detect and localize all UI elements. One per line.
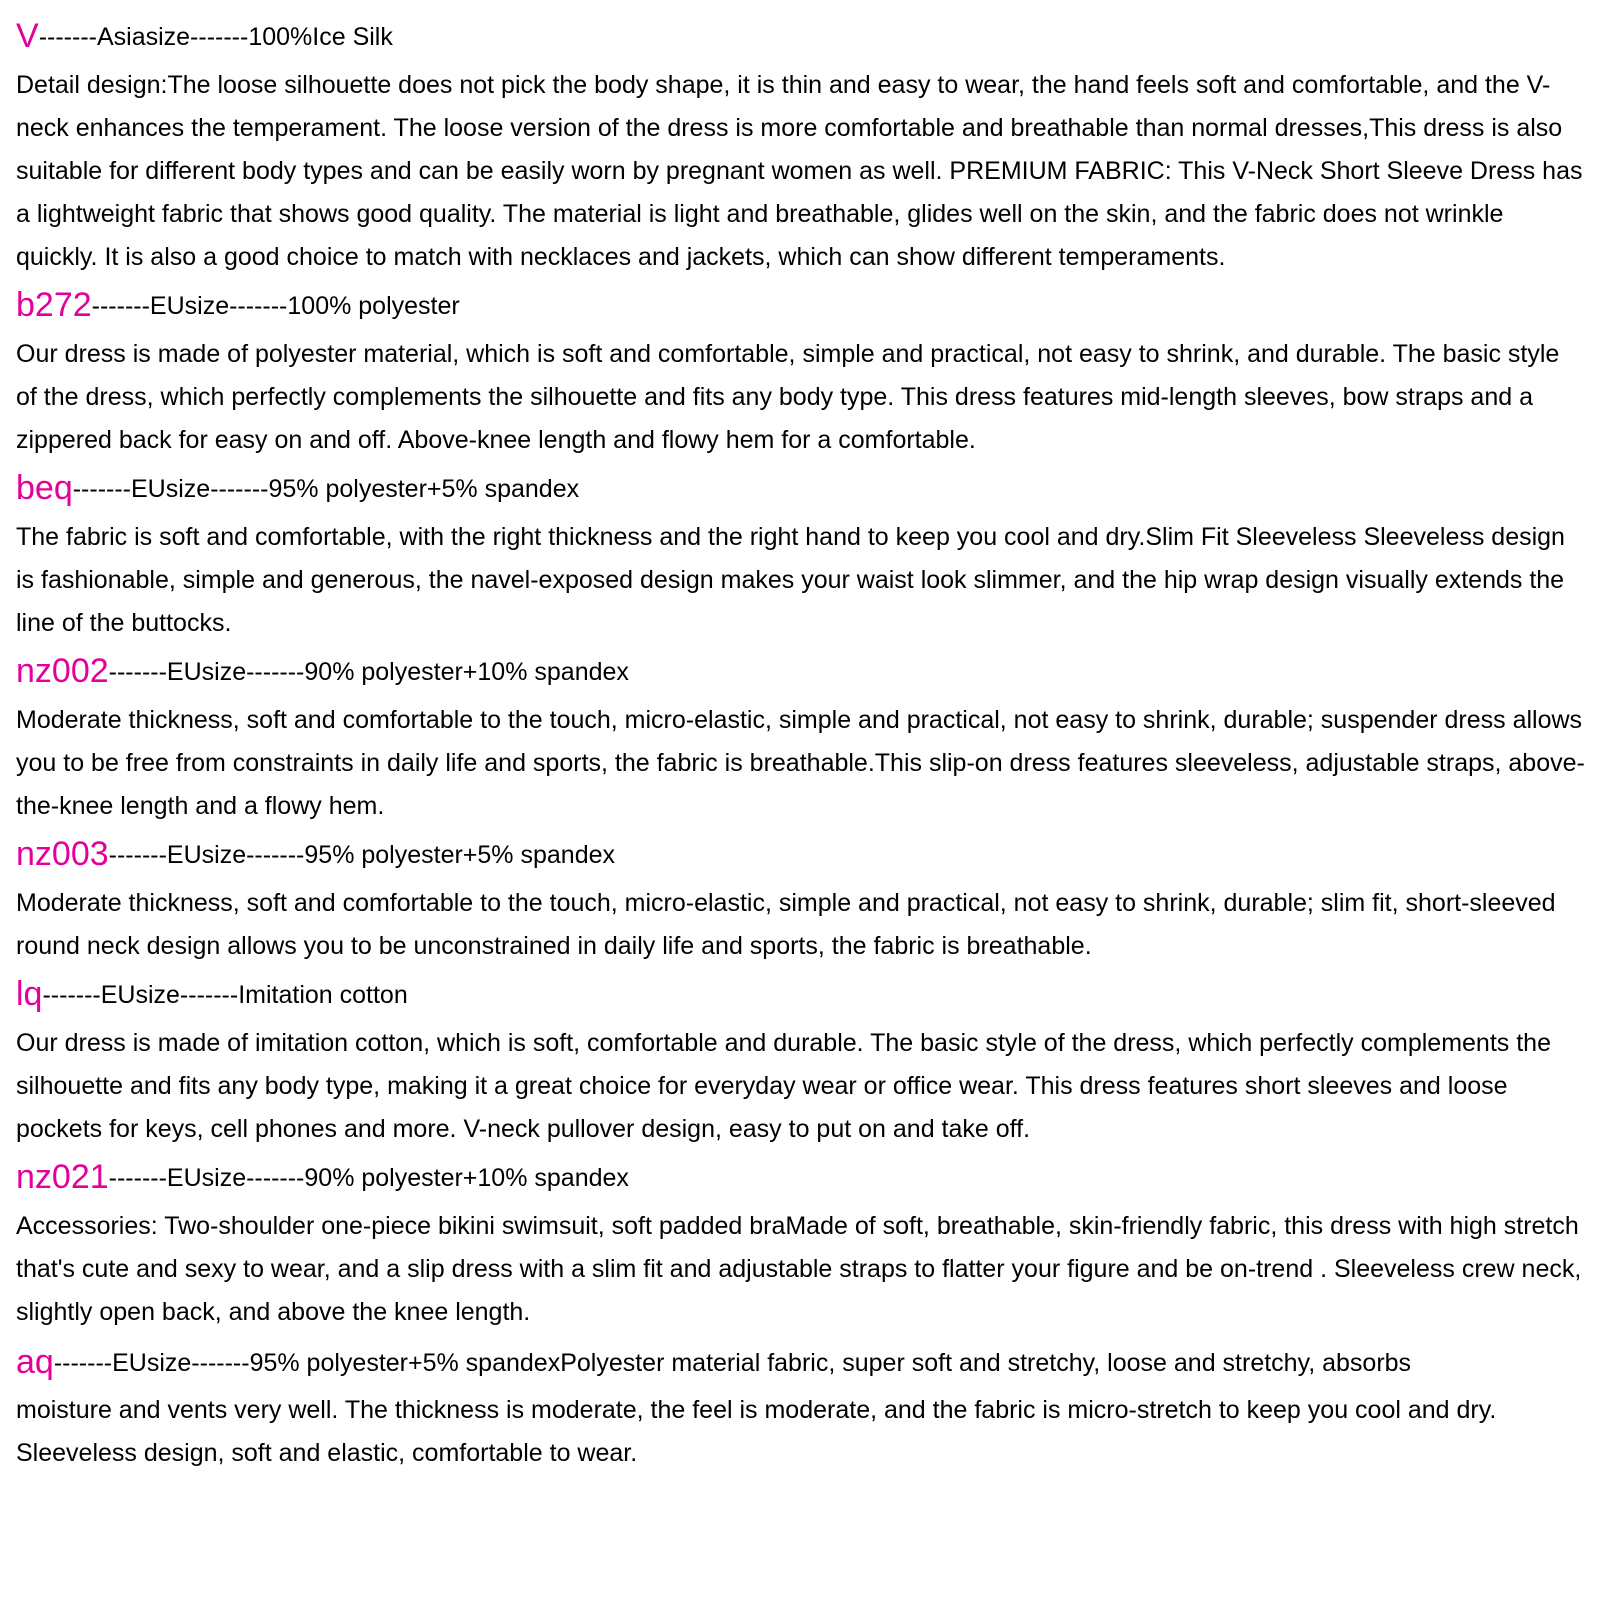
product-code: nz021 <box>16 1158 109 1196</box>
product-entry-v <box>16 14 1586 279</box>
entry-header <box>16 972 1586 1016</box>
entry-header <box>16 832 1586 876</box>
entry-header <box>16 283 1586 327</box>
entry-header <box>16 1155 1586 1199</box>
entry-header <box>16 466 1586 510</box>
size-fabric-line: -------EUsize-------90% polyester+10% spandex <box>108 1164 629 1192</box>
product-description: Our dress is made of polyester material, which is soft and comfortable, simple and practical, not easy to shrink, and durable. The basic style of the dress, which perfectly complements the silhouette and fits any body type. This dress features mid-length sleeves, bow straps and a zippered back for easy on and off. Above-knee length and flowy hem for a comfortable. <box>16 340 1560 454</box>
product-code: lq <box>16 975 43 1013</box>
product-description: Moderate thickness, soft and comfortable to the touch, micro-elastic, simple and practical, not easy to shrink, durable; slim fit, short-sleeved round neck design allows you to be unconstrained in daily life and sports, the fabric is breathable. <box>16 889 1556 960</box>
product-entry-aq <box>16 1338 1586 1475</box>
fabric-list <box>16 14 1586 1475</box>
size-fabric-line: -------Asiasize-------100%Ice Silk <box>38 23 393 51</box>
product-code: nz003 <box>16 835 109 873</box>
product-description: Our dress is made of imitation cotton, which is soft, comfortable and durable. The basic style of the dress, which perfectly complements the silhouette and fits any body type, making it a great choice for everyday wear or office wear. This dress features short sleeves and loose pockets for keys, cell phones and more. V-neck pullover design, easy to put on and take off. <box>16 1029 1551 1143</box>
product-code: beq <box>16 469 73 507</box>
product-description: moisture and vents very well. The thickness is moderate, the feel is moderate, and the fabric is micro-stretch to keep you cool and dry. Sleeveless design, soft and elastic, comfortable to wear. <box>16 1396 1497 1467</box>
product-code: nz002 <box>16 652 109 690</box>
product-entry-b272 <box>16 283 1586 462</box>
product-description: Accessories: Two-shoulder one-piece bikini swimsuit, soft padded braMade of soft, breathable, skin-friendly fabric, this dress with high stretch that's cute and sexy to wear, and a slip dress with a slim fit and adjustable straps to flatter your figure and be on-trend . Sleeveless crew neck, slightly open back, and above the knee length. <box>16 1212 1582 1326</box>
product-entry-beq <box>16 466 1586 645</box>
size-fabric-line: -------EUsize-------95% polyester+5% spandexPolyester material fabric, super soft and stretchy, loose and stretchy, absorbs <box>53 1349 1412 1377</box>
product-description: Detail design:The loose silhouette does not pick the body shape, it is thin and easy to wear, the hand feels soft and comfortable, and the V-neck enhances the temperament. The loose version of the dress is more comfortable and breathable than normal dresses,This dress is also suitable for different body types and can be easily worn by pregnant women as well. PREMIUM FABRIC: This V-Neck Short Sleeve Dress has a lightweight fabric that shows good quality. The material is light and breathable, glides well on the skin, and the fabric does not wrinkle quickly. It is also a good choice to match with necklaces and jackets, which can show different temperaments. <box>16 71 1583 271</box>
product-description: Moderate thickness, soft and comfortable to the touch, micro-elastic, simple and practical, not easy to shrink, durable; suspender dress allows you to be free from constraints in daily life and sports, the fabric is breathable.This slip-on dress features sleeveless, adjustable straps, above-the-knee length and a flowy hem. <box>16 706 1585 820</box>
product-code: V <box>16 17 39 55</box>
size-fabric-line: -------EUsize-------95% polyester+5% spandex <box>72 475 580 503</box>
size-fabric-line: -------EUsize-------95% polyester+5% spandex <box>108 841 616 869</box>
size-fabric-line: -------EUsize-------90% polyester+10% spandex <box>108 658 629 686</box>
product-entry-lq <box>16 972 1586 1151</box>
product-code: b272 <box>16 286 92 324</box>
size-fabric-line: -------EUsize-------100% polyester <box>91 292 460 320</box>
entry-header <box>16 649 1586 693</box>
product-code: aq <box>16 1343 54 1381</box>
product-description: The fabric is soft and comfortable, with the right thickness and the right hand to keep you cool and dry.Slim Fit Sleeveless Sleeveless design is fashionable, simple and generous, the navel-exposed design makes your waist look slimmer, and the hip wrap design visually extends the line of the buttocks. <box>16 523 1565 637</box>
product-entry-nz003 <box>16 832 1586 968</box>
size-fabric-line: -------EUsize-------Imitation cotton <box>42 981 408 1009</box>
entry-header <box>16 14 1586 58</box>
product-entry-nz002 <box>16 649 1586 828</box>
entry-header <box>16 1338 1586 1387</box>
product-entry-nz021 <box>16 1155 1586 1334</box>
